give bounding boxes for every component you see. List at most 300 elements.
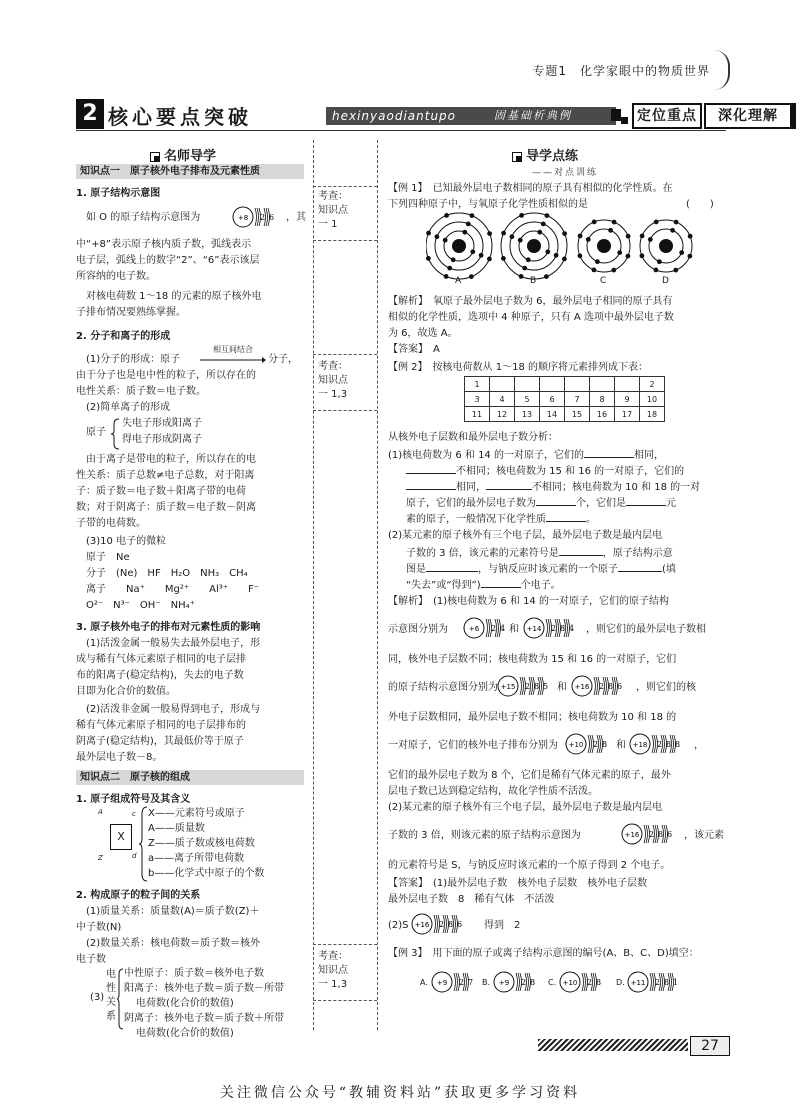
question-1-line: 相同， 不相同；核电荷数为 10 和 18 的一对 xyxy=(406,478,700,496)
electron-shell-arc xyxy=(652,735,654,753)
electron-dot xyxy=(640,253,645,258)
ten-electron-molecules: 分子 (Ne) HF H₂O NH₃ CH₄ xyxy=(86,568,248,579)
electron-dot xyxy=(435,234,440,239)
blank[interactable] xyxy=(406,462,456,474)
answer-paren: ( ) xyxy=(686,199,714,210)
grid-row: 11 12 13 14 15 16 17 18 xyxy=(465,407,665,422)
text-line: 电子层，弧线上的数字“2”、“6”表示该层 xyxy=(76,255,260,266)
electron-dot xyxy=(674,220,679,225)
electron-shell-arc xyxy=(584,973,586,991)
shell-electron-count: 2 xyxy=(599,682,605,691)
nuclear-charge-label: +15 xyxy=(500,683,516,691)
answer-2-s: (2)S xyxy=(388,920,409,931)
solution-1-cont: 为 6，故选 A。 xyxy=(388,328,458,339)
note-divider xyxy=(313,1000,377,1001)
electron-shell-arc xyxy=(540,677,542,695)
example-3-stem: 【例 3】 用下面的原子或离子结构示意图的编号(A、B、C、D)填空： xyxy=(388,948,699,959)
section-banner xyxy=(76,99,778,129)
text-line: 布的阳离子(稳定结构)，失去的电子数 xyxy=(76,670,244,681)
banner-box-focus: 定位重点 xyxy=(632,103,702,129)
electron-shell-arc xyxy=(670,973,672,991)
electron-dot xyxy=(462,230,467,235)
solution-2-line: ，则它们的核 xyxy=(636,682,696,693)
electron-shell-arc xyxy=(546,619,548,637)
banner-pinyin: hexinyaodiantupo xyxy=(332,109,457,123)
electron-dot xyxy=(444,274,449,279)
shell-electron-count: 2 xyxy=(657,740,663,749)
nuclear-charge-label: +11 xyxy=(630,979,646,987)
blank[interactable] xyxy=(626,494,666,506)
left-brace-icon xyxy=(116,968,124,1030)
atom-label: 原子 xyxy=(86,427,106,438)
ten-electron-ions: 离子 Na⁺ Mg²⁺ Al³⁺ F⁻ xyxy=(86,584,260,595)
example-3-label-a: A. xyxy=(420,978,428,987)
example-3-label-c: C. xyxy=(548,978,557,987)
electron-dot xyxy=(654,268,659,273)
electron-shell-arc xyxy=(614,677,616,695)
solution-2-line: 子数的 3 倍，则该元素的原子结构示意图为 xyxy=(388,830,581,841)
electron-dot xyxy=(518,238,523,243)
shell-electron-count: 8 xyxy=(534,682,540,691)
electron-shell-arc xyxy=(522,677,524,695)
blank[interactable] xyxy=(486,478,532,490)
electron-dot xyxy=(444,213,449,218)
left-brace-icon xyxy=(138,806,148,882)
symbol-meaning-a: A——质量数 xyxy=(148,823,205,834)
knowledge-point-2-bar: 知识点二 原子核的组成 xyxy=(76,770,304,785)
shell-electron-count: 6 xyxy=(667,830,673,839)
shell-electron-count: 8 xyxy=(675,740,681,749)
line-molecule-formation: (1)分子的形成：原子 xyxy=(86,354,181,365)
ten-electron-atom: 原子 Ne xyxy=(86,552,130,563)
electron-dot xyxy=(654,220,659,225)
solution-2-line: 的元素符号是 S，与钠反应时该元素的一个原子得到 2 个电子。 xyxy=(388,860,671,871)
text-line: 数；对于阴离子：质子数＝电子数－阴离 xyxy=(76,502,256,513)
section-title-practice: 导学点练 xyxy=(512,145,578,164)
electron-dot xyxy=(426,231,431,236)
header-arc-decoration xyxy=(714,50,730,90)
electron-shell-arc xyxy=(527,973,529,991)
option-label-c: C xyxy=(600,276,607,286)
electron-shell-arc xyxy=(520,677,522,695)
text-line: (1)质量关系：质量数(A)＝质子数(Z)＋ xyxy=(86,906,260,917)
note-divider xyxy=(313,354,377,355)
anion-relation-cont: 电荷数(化合价的数值) xyxy=(136,1028,234,1039)
shell-electron-count: 2 xyxy=(525,682,531,691)
electron-dot xyxy=(673,268,678,273)
banner-slogan: 固基础析典例 xyxy=(494,109,572,122)
option-atom-c xyxy=(578,220,631,273)
electron-shell-arc xyxy=(644,825,646,843)
atom-diagram-p xyxy=(496,668,560,704)
electron-dot xyxy=(470,213,475,218)
knowledge-point-1-bar: 知识点一 原子核外电子排布及元素性质 xyxy=(76,164,304,179)
electron-shell-arc xyxy=(497,619,499,637)
solution-2-line: ，该元素 xyxy=(684,830,724,841)
electron-dot xyxy=(608,228,613,233)
example-3-label-d: D. xyxy=(616,978,625,987)
electron-shell-arc xyxy=(661,973,663,991)
electron-dot xyxy=(426,256,431,261)
blank[interactable] xyxy=(426,560,478,572)
electron-dot xyxy=(519,213,524,218)
question-2-line: (2)某元素的原子核外有三个电子层，最外层电子数是最内层电 xyxy=(388,530,663,541)
text-line: (2)数量关系：核电荷数＝质子数＝核外 xyxy=(86,938,261,949)
shell-electron-count: 6 xyxy=(457,920,463,929)
text-line: (2)简单离子的形成 xyxy=(86,402,171,413)
text-line: 对核电荷数 1～18 的元素的原子核外电 xyxy=(86,291,262,302)
shell-electron-count: 4 xyxy=(500,624,506,633)
electron-dot xyxy=(640,234,645,239)
electron-shell-arc xyxy=(663,735,665,753)
blank[interactable] xyxy=(584,446,634,458)
electron-shell-arc xyxy=(255,208,257,226)
grid-row: 1 2 xyxy=(465,377,665,392)
electron-dot xyxy=(466,222,471,227)
ion-diagram-d xyxy=(626,966,690,998)
electron-shell-arc xyxy=(454,915,456,933)
shell-electron-count: 2 xyxy=(491,624,497,633)
text-line: 目即为化合价的数值。 xyxy=(76,686,176,697)
nucleus-core xyxy=(527,239,541,253)
electron-shell-arc xyxy=(646,825,648,843)
electron-dot xyxy=(688,254,693,259)
electron-dot xyxy=(522,266,527,271)
electron-dot xyxy=(592,268,597,273)
electron-shell-arc xyxy=(652,973,654,991)
electron-dot xyxy=(510,234,515,239)
solution-1: 【解析】 氧原子最外层电子数为 6，最外层电子相同的原子具有 xyxy=(388,296,673,307)
solution-2-line: 和 xyxy=(557,682,567,693)
symbol-meaning-charge: a——离子所带电荷数 xyxy=(148,853,245,864)
element-symbol-box: X xyxy=(110,824,132,850)
option-atom-b xyxy=(501,213,567,279)
text-line: 得电子形成阴离子 xyxy=(122,434,202,445)
text-line: (1)活泼金属一般易失去最外层电子，形 xyxy=(86,638,261,649)
relation-number: (3) xyxy=(90,992,105,1003)
note-divider xyxy=(313,410,377,411)
note-box-3: 考查： 知识点 一 1,3 xyxy=(318,951,348,990)
electron-shell-arc xyxy=(605,677,607,695)
nuclear-charge-label: +16 xyxy=(414,921,430,929)
electron-dot xyxy=(487,257,492,262)
shell-electron-count: 8 xyxy=(530,978,536,987)
electron-dot xyxy=(554,253,559,258)
question-2-line: 图是 ，与钠反应时该元素的一个原子 (填 xyxy=(406,560,676,578)
electron-dot xyxy=(562,231,567,236)
nucleus-core xyxy=(597,239,611,253)
electron-dot xyxy=(479,253,484,258)
heading-symbol-meaning: 1. 原子组成符号及其含义 xyxy=(76,794,191,805)
shell-electron-count: 8 xyxy=(560,624,566,633)
electron-dot xyxy=(469,274,474,279)
anion-relation: 阴离子：核外电子数＝质子数＋所带 xyxy=(124,1013,284,1024)
arrow-label: 相互间结合 xyxy=(213,345,253,354)
electron-dot xyxy=(537,230,542,235)
solution-2: 【解析】 (1)核电荷数为 6 和 14 的一对原子，它们的原子结构 xyxy=(388,596,669,607)
symbol-meaning-x: X——元素符号或原子 xyxy=(148,808,245,819)
nuclear-charge-label: +8 xyxy=(237,214,249,222)
question-2-line: 子数的 3 倍，该元素的元素符号是 ，原子结构示意 xyxy=(406,544,673,562)
example-1-stem: 【例 1】 已知最外层电子数相同的原子具有相似的化学性质。在 xyxy=(388,183,673,194)
electron-dot xyxy=(519,274,524,279)
electron-shell-arc xyxy=(445,915,447,933)
shell-electron-count: 8 xyxy=(602,740,608,749)
blank[interactable] xyxy=(481,576,521,588)
footer-promo: 关注微信公众号“教辅资料站”获取更多学习资料 xyxy=(219,1085,581,1101)
electron-shell-arc xyxy=(548,619,550,637)
footer-hatch-bar xyxy=(538,1039,688,1051)
text-line: 中子数(N) xyxy=(76,922,122,933)
text-line: 子带的电荷数。 xyxy=(76,518,146,529)
proton-number-label: Z xyxy=(98,854,103,862)
option-label-b: B xyxy=(530,276,537,286)
note-divider xyxy=(313,186,377,187)
text-line: (3)10 电子的微粒 xyxy=(86,536,167,547)
electron-shell-arc xyxy=(516,973,518,991)
note-divider xyxy=(313,944,377,945)
electron-dot xyxy=(612,220,617,225)
grid-row: 3 4 5 6 7 8 9 10 xyxy=(465,392,665,407)
question-1-line: 素的原子，一般情况下化学性质 。 xyxy=(406,510,596,528)
text-line: 阴离子(稳定结构)，其最低价等于原子 xyxy=(76,736,244,747)
page-number: 27 xyxy=(690,1036,730,1056)
answer-1: 【答案】 A xyxy=(388,344,440,355)
electron-dot xyxy=(679,250,684,255)
option-atom-d xyxy=(640,220,693,273)
note-box-1: 考查： 知识点 一 1 xyxy=(318,191,348,230)
example-2-stem: 【例 2】 按核电荷数从 1～18 的顺序将元素排列成下表： xyxy=(388,362,648,373)
nuclear-charge-label: +6 xyxy=(468,625,480,633)
question-1-line: (1)核电荷数为 6 和 14 的一对原子，它们的 相同， xyxy=(388,446,664,464)
text-line: 电子数 xyxy=(76,954,106,965)
blank[interactable] xyxy=(406,478,456,490)
electron-dot xyxy=(545,213,550,218)
banner-title: 核心要点突破 xyxy=(108,105,252,129)
electron-dot xyxy=(688,234,693,239)
electron-dot xyxy=(451,257,456,262)
option-label-a: A xyxy=(455,276,462,286)
electron-shell-arc xyxy=(655,825,657,843)
answer-2-gain: 得到 2 xyxy=(484,920,521,931)
question-1-line: 原子，它们的最外层电子数为 个，它们是 元 xyxy=(406,494,676,512)
text-line: 电性关系：质子数＝电子数。 xyxy=(76,386,206,397)
electron-shell-arc xyxy=(599,735,601,753)
shell-electron-count: 2 xyxy=(521,978,527,987)
solution-2-line: 的原子结构示意图分别为 xyxy=(388,682,498,693)
banner-square-small-icon xyxy=(621,117,628,124)
text-line: 失电子形成阳离子 xyxy=(122,418,202,429)
solution-2-line: ， xyxy=(694,740,704,751)
charge-relation-vertical: 电 性 关 系 xyxy=(106,969,116,1022)
element-number-grid xyxy=(464,376,665,422)
ion-diagram-a xyxy=(430,966,480,998)
text-line: 稀有气体元素原子相同的电子层排布的 xyxy=(76,720,246,731)
atom-diagram-s xyxy=(570,668,634,704)
note-box-2: 考查： 知识点 一 1,3 xyxy=(318,361,348,400)
shell-electron-count: 8 xyxy=(658,830,664,839)
electron-dot xyxy=(501,256,506,261)
electron-shell-arc xyxy=(257,208,259,226)
electron-dot xyxy=(562,257,567,262)
nuclear-charge-label: +16 xyxy=(574,683,590,691)
electron-dot xyxy=(487,231,492,236)
shell-electron-count: 1 xyxy=(673,978,679,987)
heading-electron-effect: 3. 原子核外电子的排布对元素性质的影响 xyxy=(76,622,261,633)
electron-shell-arc xyxy=(593,973,595,991)
electron-shell-arc xyxy=(588,735,590,753)
electron-shell-arc xyxy=(590,735,592,753)
section-square-icon xyxy=(512,152,522,162)
electron-dot xyxy=(545,249,550,254)
line-molecule-suffix: 分子， xyxy=(268,354,298,365)
electron-shell-arc xyxy=(436,915,438,933)
section-square-icon xyxy=(150,152,160,162)
topic-header: 专题1 化学家眼中的物质世界 xyxy=(532,64,710,78)
electron-shell-arc xyxy=(454,973,456,991)
atom-diagram-si xyxy=(522,610,586,646)
nucleus-core xyxy=(659,239,673,253)
electron-shell-arc xyxy=(531,677,533,695)
blank[interactable] xyxy=(546,510,586,522)
column-divider-left xyxy=(313,140,314,1030)
shell-electron-count: 8 xyxy=(666,740,672,749)
electron-dot xyxy=(578,234,583,239)
shell-electron-count: 2 xyxy=(649,830,655,839)
blank[interactable] xyxy=(536,494,576,506)
nuclear-charge-label: +14 xyxy=(526,625,542,633)
right-arrow-icon xyxy=(200,356,266,364)
electron-shell-arc xyxy=(650,973,652,991)
ion-diagram-c xyxy=(558,966,610,998)
heading-structure-diagram: 1. 原子结构示意图 xyxy=(76,188,161,199)
blank[interactable] xyxy=(559,544,603,556)
shell-electron-count: 8 xyxy=(608,682,614,691)
answer-2: 【答案】 (1)最外层电子数 核外电子层数 核外电子层数 xyxy=(388,878,648,889)
shell-electron-count: 8 xyxy=(448,920,454,929)
text-line: (2)活泼非金属一般易得到电子，形成与 xyxy=(86,704,261,715)
text-line: 中“+8”表示原子核内质子数，弧线表示 xyxy=(76,239,252,250)
symbol-meaning-z: Z——质子数或核电荷数 xyxy=(148,838,255,849)
electron-shell-arc xyxy=(557,619,559,637)
shell-electron-count: 2 xyxy=(655,978,661,987)
atom-diagram-ne xyxy=(564,726,622,762)
solution-1-cont: 相似的化学性质，选项中 4 种原子，只有 A 选项中最外层电子数 xyxy=(388,312,674,323)
nuclear-charge-label: +9 xyxy=(436,979,448,987)
question-2-line: “失去”或“得到”) 个电子。 xyxy=(406,576,561,594)
electron-dot xyxy=(470,249,475,254)
atom-diagram-ar xyxy=(628,726,692,762)
atom-diagram-o xyxy=(231,203,287,231)
electron-dot xyxy=(501,231,506,236)
text-line: 由于分子也是电中性的粒子，所以存在的 xyxy=(76,370,256,381)
electron-dot xyxy=(617,250,622,255)
banner-underline xyxy=(76,130,726,131)
example-1-stem-2: 下列四种原子中，与氧原子化学性质相似的是 xyxy=(388,199,588,210)
line-o-diagram: 如 O 的原子结构示意图为 xyxy=(86,212,201,223)
solution-2-line: 外电子层数相同，最外层电子数不相同；核电荷数为 10 和 18 的 xyxy=(388,712,677,723)
shell-electron-count: 2 xyxy=(587,978,593,987)
shell-electron-count: 6 xyxy=(269,213,275,222)
section-subtitle: ——对点训练 xyxy=(532,168,599,178)
answer-2-cont: 最外层电子数 8 稀有气体 不活泼 xyxy=(388,894,555,905)
electron-shell-arc xyxy=(465,973,467,991)
electron-shell-arc xyxy=(594,677,596,695)
solution-2-line: 同，核外电子层数不同；核电荷数为 15 和 16 的一对原子，它们 xyxy=(388,654,677,665)
text-line: 由于离子是带电的粒子，所以存在的电 xyxy=(86,454,256,465)
text-line: 成与稀有气体元素原子相同的电子层排 xyxy=(76,654,246,665)
question-1-line: 不相同；核电荷数为 15 和 16 的一对原子，它们的 xyxy=(406,462,684,480)
electron-shell-arc xyxy=(486,619,488,637)
solution-2-line: 和 xyxy=(509,624,519,635)
electron-dot xyxy=(578,253,583,258)
heading-particle-relations: 2. 构成原子的粒子间的关系 xyxy=(76,890,201,901)
text-line: 所容纳的电子数。 xyxy=(76,271,156,282)
blank[interactable] xyxy=(618,560,662,572)
shell-electron-count: 8 xyxy=(596,978,602,987)
text-line: 子排布情况要熟练掌握。 xyxy=(76,307,186,318)
nuclear-charge-label: +18 xyxy=(632,741,648,749)
banner-number: 2 xyxy=(76,99,104,129)
count-label: d xyxy=(132,852,137,860)
left-brace-icon xyxy=(110,418,120,450)
solution-2-line: 层电子数已达到稳定结构，故化学性质不活泼。 xyxy=(388,786,598,797)
charge-label: c xyxy=(132,810,136,818)
section-title-teacher: 名师导学 xyxy=(150,145,216,164)
solution-2-line: 示意图分别为 xyxy=(388,624,448,635)
electron-shell-arc xyxy=(518,973,520,991)
ten-electron-ions-2: O²⁻ N³⁻ OH⁻ NH₄⁺ xyxy=(86,600,195,611)
electron-shell-arc xyxy=(488,619,490,637)
shell-electron-count: 2 xyxy=(459,978,465,987)
nuclear-charge-label: +10 xyxy=(568,741,584,749)
cation-relation-cont: 电荷数(化合价的数值) xyxy=(136,998,234,1009)
symbol-meaning-count: b——化学式中原子的个数 xyxy=(148,868,265,879)
electron-dot xyxy=(670,228,675,233)
question-lead: 从核外电子层数和最外层电子数分析： xyxy=(388,432,558,443)
electron-shell-arc xyxy=(456,973,458,991)
solution-2-line: ，则它们的最外层电子数相 xyxy=(586,624,706,635)
nuclide-symbol xyxy=(90,808,140,870)
nucleus-core xyxy=(452,239,466,253)
shell-electron-count: 7 xyxy=(468,978,474,987)
electron-dot xyxy=(657,259,662,264)
electron-dot xyxy=(592,220,597,225)
electron-shell-arc xyxy=(582,973,584,991)
line-o-suffix: ，其 xyxy=(286,212,306,223)
shell-electron-count: 2 xyxy=(593,740,599,749)
electron-dot xyxy=(541,222,546,227)
note-divider xyxy=(313,240,377,241)
option-atom-a xyxy=(426,213,492,279)
electron-shell-arc xyxy=(266,208,268,226)
nuclear-charge-label: +16 xyxy=(624,831,640,839)
option-label-d: D xyxy=(662,276,669,286)
electron-shell-arc xyxy=(664,825,666,843)
shell-electron-count: 5 xyxy=(543,682,549,691)
solution-2-line: 和 xyxy=(616,740,626,751)
electron-dot xyxy=(586,237,591,242)
nuclear-charge-label: +9 xyxy=(498,979,510,987)
example-3-label-b: B. xyxy=(482,978,491,987)
text-line: 性关系：质子总数≠电子总数，对于阳离 xyxy=(76,470,255,481)
electron-shell-arc xyxy=(434,915,436,933)
four-atom-options xyxy=(426,212,696,290)
electron-dot xyxy=(626,254,631,259)
solution-2-line: 一对原子，它们的核外电子排布分别为 xyxy=(388,740,558,751)
electron-dot xyxy=(611,268,616,273)
shell-electron-count: 2 xyxy=(551,624,557,633)
